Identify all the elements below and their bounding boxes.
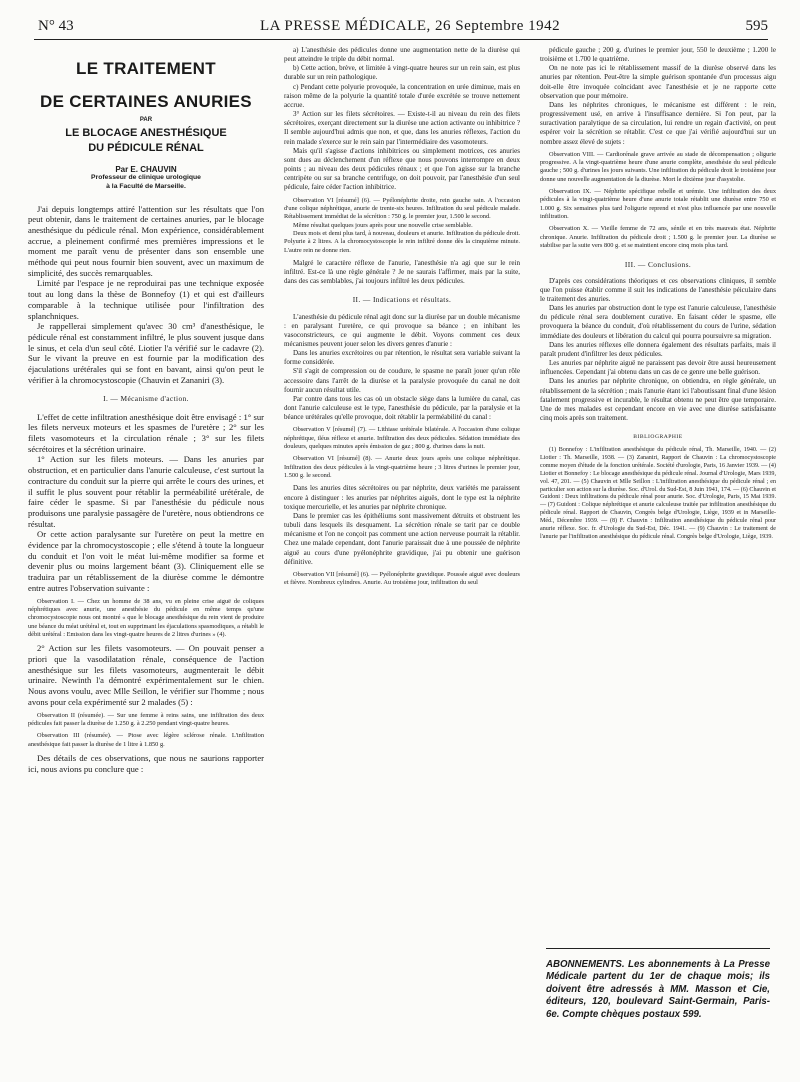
paragraph: S'il s'agit de compression ou de coudure, le spasme ne paraît jouer qu'un rôle accessoire dans l'arrêt de la diurèse et la paralysie provoquée du canal ne doit fournir aucun résultat utile. (284, 367, 520, 394)
paragraph: Dans les anuries dites sécrétoires ou par néphrite, deux variétés me paraissent encore à distinguer : les anuries par néphrites aiguës, dont le type est la néphrite toxique mercurielle, et les anuries par néphrite chronique. (284, 484, 520, 511)
paragraph: 2° Action sur les filets vasomoteurs. — On pouvait penser a priori que la vasodilatation rénale, conséquence de l'action anesthésique sur les filets vasomoteurs, augmenterait le débit urinaire. Newinth l'a démontré expérimentalement sur le chien. Nous avons voulu, avec Mlle Seillon, le vérifier sur l'homme ; nous avons pour cela expérimenté sur 2 malades (5) : (28, 643, 264, 707)
observation: Observation II (résumée). — Sur une femme à reins sains, une infiltration des deux pédicules fait passer la diurèse de 1.250 g. à 2.250 pendant vingt-quatre heures. (28, 711, 264, 727)
paragraph: a) L'anesthésie des pédicules donne une augmentation nette de la diurèse qui peut atteindre le triple du débit normal. (284, 46, 520, 64)
paragraph: Dans les anuries excrétoires ou par rétention, le résultat sera variable suivant la forme considérée. (284, 349, 520, 367)
paragraph: Or cette action paralysante sur l'uretère on peut la mettre en évidence par la chromocystoscopie ; elle s'étend à toute la longueur du conduit et l'on voit le méat lui-même modifier sa forme et devenir plus ou moins largement béant (3). Cliniquement elle se traduira par un rétablissement de la diurèse comme le démontre entre autres l'observation suivante : (28, 529, 264, 593)
paragraph: D'après ces considérations théoriques et ces observations cliniques, il semble que l'on puisse établir comme il suit les indications de l'anesthésie péiculaire dans le traitement des anuries. (540, 276, 776, 303)
observation: Observation III (résumée). — Ptose avec légère sclérose rénale. L'infiltration anesthésique fait passer la diurèse de 1 litre à 1.850 g. (28, 732, 264, 748)
column-3 (540, 46, 776, 942)
column-2 (284, 46, 520, 1076)
paragraph: Les anuries par néphrite aiguë ne paraissent pas devoir être aussi heureusement influencées. Cependant j'ai obtenu dans un cas de ce genre une belle guérison. (540, 359, 776, 377)
page-number: 595 (745, 18, 768, 34)
issue-number: N° 43 (38, 18, 74, 34)
paragraph: 3° Action sur les filets sécrétoires. — Existe-t-il au niveau du rein des filets sécrétoires, exerçant directement sur la diurèse une action activante ou inhibitrice ? Il semble aujourd'hui admis que non, et que, dans les anuries réflexes, l'action du rein malade s'exerce sur le rein sain par l'intermédiaire des vasomoteurs. (284, 110, 520, 146)
paragraph: L'anesthésie du pédicule rénal agit donc sur la diurèse par un double mécanisme : en paralysant l'uretère, ce qui provoque sa béance ; en inhibant les vasoconstricteurs, ce qui augmente le débit. Voyons comment ces deux mécanismes peuvent jouer selon les divers genres d'anurie : (284, 312, 520, 348)
paragraph: Des détails de ces observations, que nous ne saurions rapporter ici, nous avions pu conclure que : (28, 752, 264, 774)
intro-paragraph: J'ai depuis longtemps attiré l'attention sur les résultats que l'on peut obtenir, dans le traitement de certaines anuries, par le blocage anesthésique du pédicule rénal. Mon expérience, considérablement accrue, a pleinement confirmé mes premières impressions et le moment me paraît venu de présenter dans son ensemble une méthode qui peut nous fournir bien souvent, avec un maximum de simplicité, des succès remarquables. (28, 203, 264, 278)
paragraph: c) Pendant cette polyurie provoquée, la concentration en urée diminue, mais en raison même de la polyurie la quantité totale d'urée excrétée se trouve nettement accrue. (284, 82, 520, 109)
observation: Même résultat quelques jours après pour une nouvelle crise semblable. (293, 221, 473, 229)
column-1 (28, 46, 264, 1076)
paragraph: Dans les anuries réflexes elle donnera également des résultats parfaits, mais il paraît prudent d'infiltrer les deux pédicules. (540, 340, 776, 358)
byline: Par E. CHAUVIN (115, 165, 177, 175)
paragraph: pédicule gauche ; 200 g. d'urines le premier jour, 550 le deuxième ; 1.200 le troisième et 1.700 le quatrième. (540, 46, 776, 64)
paragraph: Dans le premier cas les épithéliums sont massivement détruits et obstruent les tubuli dans lesquels ils desquament. La sécrétion rénale se tarit par ce double mécanisme et l'on ne conçoit pas comment une action nerveuse pourrait la rétablir. Chez une malade cependant, dont l'anurie paraissait due à une poussée de néphrite aiguë au cours d'une pyélonéphrite gravidique, j'ai pu obtenir une guérison définitive. (284, 511, 520, 566)
observation: Deux mois et demi plus tard, à nouveau, douleurs et anurie. Infiltration du pédicule droit. Polyurie à 2 litres. A la chromocystoscopie le rein infiltré donne dès la cinquième minute. L'autre rein ne donne rien. (284, 229, 520, 254)
subscription-notice: ABONNEMENTS. Les abonnements à La Presse Médicale partent du 1er de chaque mois; ils doivent être adressés à MM. Masson et Cie, éditeurs, 120, boulevard Saint-Germain, Paris-6e. Compte chèques postaux 599. (546, 948, 770, 1021)
section-heading: III. — Conclusions. (624, 259, 692, 269)
intro-paragraph: Je rappellerai simplement qu'avec 30 cm³ d'anesthésique, le pédicule rénal est constamment infiltré, le plus souvent jusque dans le sinus, et cela d'un seul côté. Liotier l'a vérifié sur le cadavre (2). Sur le vivant la preuve en est fournie par la modification des éjaculations urétérales qui se font en bavant, ainsi qu'on peut le vérifier à la chromocystoscopie (Chauvin et Zananiri (3). (28, 321, 264, 385)
paragraph: Par contre dans tous les cas où un obstacle siège dans la lumière du canal, cas dont l'anurie calculeuse est le type, l'anesthésie du pédicule, par la paralysie et la béance urétérales qu'elle provoque, doit rétablir la perméabilité du canal : (284, 394, 520, 422)
article-title-line2: DE CERTAINES ANURIES (40, 92, 252, 111)
section-heading: I. — Mécanisme d'action. (103, 394, 189, 404)
affiliation-line2: à la Faculté de Marseille. (106, 182, 186, 190)
bibliography: (1) Bonnefoy : L'infiltration anesthésique du pédicule rénal, Th. Marseille, 1940. — (2) Liotier : Th. Marseille, 1938. — (3) Zananiri, Rapport de Chauvin : La chromocystoscopie comme moyen d'étude de la fonction urétérale. Société d'urologie, Paris, 16 Janvier 1939. — (4) Liotier et Bonnefoy : Le blocage anesthésique du pédicule rénal. Journal d'Urologie, Mars 1939, vol. 47, 201. — (5) Chauvin et Mlle Seillon : L'infiltration anesthésique du pédicule rénal ; en particulier son action sur la diurèse. Soc. d'Urol. du Sud-Est, 8 Juin 1941, 174. — (6) Chauvin et Guidoni : Deux infiltrations du pédicule rénal pour anurie. Soc. d'Urologie, Paris, 15 Mai 1939. — (7) Guidoni : Colique néphrétique et anurie calculeuse traitée par infiltration anesthésique du pédicule rénal. Rapport de Chauvin, Congrès belge d'Urologie, Liège, 1939 et in Marseille-Méd., Décembre 1939. — (8) F. Chauvin : Infiltration anesthésique du pédicule rénal pour anurie réflexe. Soc. fr. d'Urologie du Sud-Est, Déc. 1941. — (9) Chauvin : Le traitement de l'anurie par l'infiltration anesthésique du pédicule rénal. Congrès belge d'Urologie, Liège, 1939. (540, 447, 776, 540)
observation: Observation I. — Chez un homme de 38 ans, vu en pleine crise aiguë de coliques néphrétiques avec anurie, une anesthésie du pédicule en même temps qu'une chromocystoscopie nous ont montré « que le blocage anesthésique du rein vient de produire une béance du méat urétéral et, tout en supprimant les éjaculations spasmodiques, a rétabli le débit urétéral : Emission dans les vingt-quatre heures de 2 litres d'urines » (4). (28, 597, 264, 638)
observation: Observation IX. — Néphrite spécifique rebelle et urémie. Une infiltration des deux pédicules à la vingt-quatrième heure d'une anurie totale rétablit une diurèse entre 750 et 1.000 g. Six semaines plus tard l'oligurie reprend et n'est plus influencée par une nouvelle infiltration. (540, 188, 776, 221)
observation: Observation VI [résumé] (6). — Pyélonéphrite droite, rein gauche sain. A l'occasion d'une colique néphrétique, anurie de trente-six heures. Infiltration du seul pédicule malade. Rétablissement immédiat de la sécrétion : 750 g. le premier jour, 1.500 le second. (284, 196, 520, 221)
bibliography-heading: BIBLIOGRAPHIE (633, 434, 683, 441)
article-subtitle-line1: LE BLOCAGE ANESTHÉSIQUE (65, 127, 227, 140)
observation: Observation X. — Vieille femme de 72 ans, sénile et en très mauvais état. Néphrite chronique. Anurie. Infiltration du pédicule droit ; 1.500 g. le premier jour. La diurèse se stabilise par la suite vers 800 g. et se maintient encore cinq mois plus tard. (540, 225, 776, 250)
paragraph: Dans les néphrites chroniques, le mécanisme est différent : le rein, progressivement usé, en arrive à l'insuffisance dernière. Si l'on peut, par la suractivation paralytique de sa circulation, lui rendre un regain d'activité, on peut espérer voir la sécrétion se rétablir. C'est ce que j'ai vérifié aujourd'hui sur un nombre assez élevé de sujets : (540, 100, 776, 146)
affiliation-line1: Professeur de clinique urologique (91, 174, 201, 182)
paragraph: 1° Action sur les filets moteurs. — Dans les anuries par obstruction, et en particulier dans l'anurie calculeuse, c'est surtout la contracture du conduit sur la pierre qui arrête le cours des urines, et il suffit le plus souvent pour rétablir la perméabilité urétérale, de faire céder le spasme. Si par l'anesthésie du pédicule nous produisons une paralysie passagère de l'uretère, nous obtiendrons ce résultat. (28, 454, 264, 529)
paragraph: Dans les anuries par obstruction dont le type est l'anurie calculeuse, l'anesthésie du pédicule rénal sera doublement curative. En faisant céder le spasme, elle provoquera la béance du conduit, d'où rétablissement du cours de l'urine, sédation immédiate des douleurs et libération du calcul qui pourra poursuivre sa migration. (540, 304, 776, 340)
observation: Observation VIII. — Cardiorénale grave arrivée au stade de décompensation ; oligurie progressive. A la vingt-quatrième heure d'une anurie complète, anesthésie du seul pédicule gauche ; 500 g. d'urines les jours suivants. Une infiltration du pédicule droit le troisième jour donne une nouvelle augmentation de la diurèse. Mort le dixième jour d'asystolie. (540, 150, 776, 183)
observation: Observation VII [résumé] (6). — Pyélonéphrite gravidique. Poussée aiguë avec douleurs et fièvre. Nombreux cylindres. Anurie. Au troisième jour, infiltration du seul (284, 570, 520, 587)
paragraph: L'effet de cette infiltration anesthésique doit être envisagé : 1° sur les filets nerveux moteurs et les spasmes de l'uretère ; 2° sur les filets vasomoteurs et la circulation rénale ; 3° sur les filets sécrétoires et la sécrétion urinaire. (28, 411, 264, 454)
section-heading: II. — Indications et résultats. (352, 295, 452, 305)
paragraph: Mais qu'il s'agisse d'actions inhibitrices ou simplement motrices, ces anuries sont dues au déclenchement d'un réflexe que nous pouvons interrompre en deux points ; au niveau des deux pédicules rénaux ; et que l'on agisse sur la branche centripète ou sur sa branche centrifuge, on doit pouvoir, par l'anesthésie d'un seul pédicule, faire céder l'action inhibitrice. (284, 146, 520, 192)
paragraph: Malgré le caractère réflexe de l'anurie, l'anesthésie n'a agi que sur le rein infiltré. Est-ce là une règle générale ? Je ne saurais l'affirmer, mais par la suite, dans des cas semblables, j'ai toujours infiltré les deux pédicules. (284, 258, 520, 286)
paragraph: Dans les anuries par néphrite chronique, on obtiendra, en règle générale, un rétablissement de la sécrétion ; mais l'anurie étant ici l'aboutissant final d'une lésion fatalement progressive et incurable, le résultat obtenu ne peut être que temporaire. Une de mes malades est cependant encore en vie avec une diurèse satisfaisante cinq mois après son traitement. (540, 377, 776, 422)
intro-paragraph: Limité par l'espace je ne reproduirai pas une technique exposée tout au long dans la thèse de Bonnefoy (1) et qui est d'ailleurs comparable à la technique utilisée pour l'infiltration des splanchniques. (28, 278, 264, 321)
article-title-line1: LE TRAITEMENT (76, 59, 216, 78)
running-header (34, 10, 768, 40)
journal-title-date: LA PRESSE MÉDICALE, 26 Septembre 1942 (260, 18, 561, 34)
article-par: PAR (139, 117, 153, 123)
article-subtitle-line2: DU PÉDICULE RÉNAL (88, 142, 204, 155)
paragraph: b) Cette action, brève, et limitée à vingt-quatre heures sur un rein sain, est plus durable sur un rein pathologique. (284, 64, 520, 82)
paragraph: On ne note pas ici le rétablissement massif de la diurèse observé dans les anuries par rétention. Peut-être la simple guérison spontanée d'un processus aigu doit-elle être invoquée coïncidant avec l'anesthésie et je ne rapporte cette observation que pour mémoire. (540, 64, 776, 100)
observation: Observation VI [résumé] (8). — Anurie deux jours après une colique néphrétique. Infiltration des deux pédicules à la vingt-quatrième heure ; 3 litres d'urines le premier jour, 1.500 g. le second. (284, 455, 520, 480)
observation: Observation V [résumé] (7). — Lithiase urétérale bilatérale. A l'occasion d'une colique néphrétique, iléus réflexe et anurie. Infiltration des deux pédicules. Sédation immédiate des douleurs, quelques minutes après émission de gaz ; 800 g. d'urines dans la nuit. (284, 426, 520, 451)
